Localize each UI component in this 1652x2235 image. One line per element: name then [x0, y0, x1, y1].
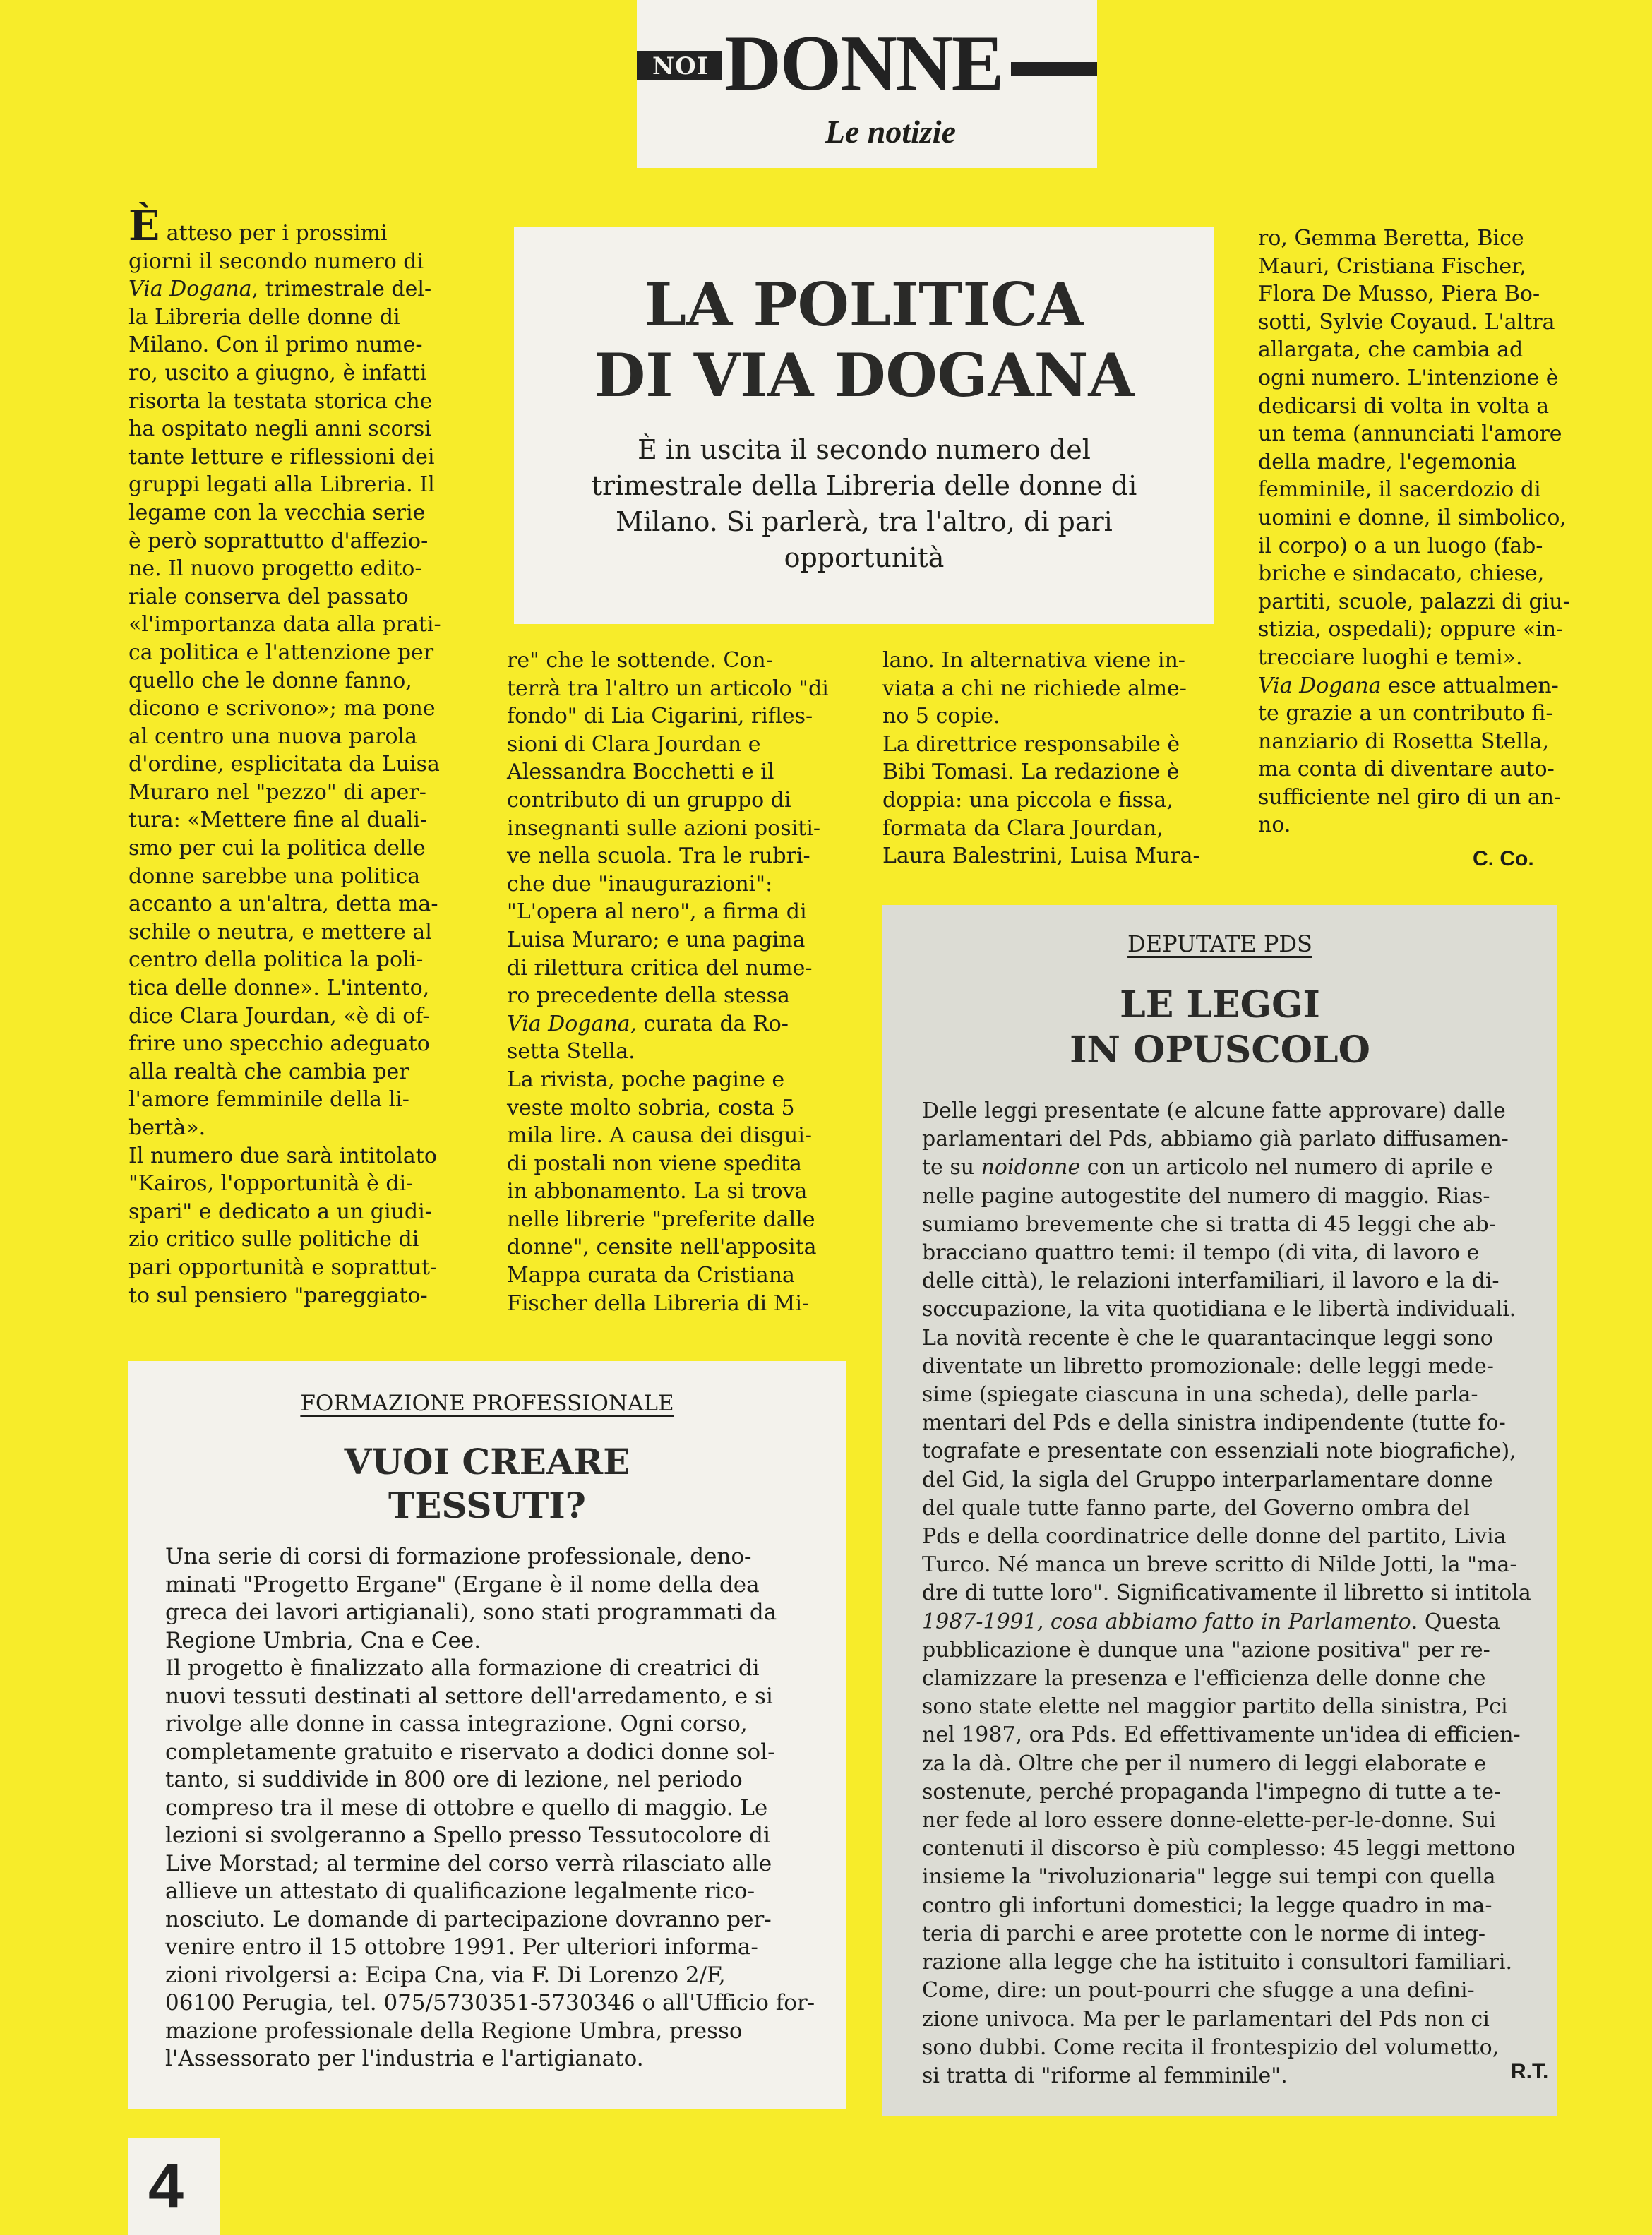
deputate-text-b: con un articolo nel numero di aprile e nelle pagine autogestite del numero di maggio. Rias- sumiamo brevemente che si tratta di 45 leggi che ab- bracciano quattro temi: il tempo (di vita, di lavoro e delle città), le relazioni interfamiliari, il lavoro e la di- soccupazione, la vita quotidiana e le libertà individuali. La novità recente è che le quarantacinque leggi sono diventate un libretto promozionale: delle leggi mede- sime (spiegate ciascuna in una scheda), delle parla- mentari del Pds e della sinistra indipendente (tutte fo- tografate e presentate con essenziali note biografiche), del Gid, la sigla del Gruppo interparlamentare donne del quale tutte fanno parte, del Governo ombra del Pds e della coordinatrice delle donne del partito, Livia Turco. Né manca un breve scritto di Nilde Jotti, la "ma- dre di tutte loro". Significativamente il libretto si intitola [922, 1155, 1531, 1606]
column-4-text-b: esce attualmen- te grazie a un contributo fi- nanziario di Rosetta Stella, ma conta di diventare auto- sufficiente nel giro di un an- no. [1258, 673, 1562, 838]
formazione-title: VUOI CREARE TESSUTI? [344, 1441, 630, 1526]
column-1-first-line: atteso per i prossimi [166, 221, 388, 246]
column-2-text-a: re" che le sottende. Con- terrà tra l'altro un articolo "di fondo" di Lia Cigarini, rifles- sioni di Clara Jourdan e Alessandra Bocchetti e il contributo di un gruppo di insegnanti sulle azioni positi- ve nella scuola. Tra le rubri- che due "inaugurazioni": "L'opera al nero", a firma di Luisa Muraro; e una pagina di rilettura critica del nume- ro precedente della stessa [507, 648, 829, 1009]
deputate-body [922, 1097, 1531, 2090]
drop-cap: È [128, 202, 160, 250]
deputate-text-c: . Questa pubblicazione è dunque una "azione positiva" per re- clamizzare la presenza e l'efficienza delle donne che sono state elette nel maggior partito della sinistra, Pci nel 1987, ora Pds. Ed effettivamente un'idea di efficien- za la dà. Oltre che per il numero di leggi elaborate e sostenute, perché propaganda l'impegno di tutte a te- ner fede al loro essere donne-elette-per-le-donne. Sui contenuti il discorso è più complesso: 45 leggi mettono insieme la "rivoluzionaria" legge sui tempi con quella contro gli infortuni domestici; la legge quadro in ma- teria di parchi e aree protette con le norme di integ- razione alla legge che ha istituito i consultori familiari. Come, dire: un pout-pourri che sfugge a una defini- zione univoca. Ma per le parlamentari del Pds non ci sono dubbi. Come recita il frontespizio del volumetto, si tratta di "riforme al femminile". [922, 1609, 1521, 2088]
deputate-italic-1: noidonne [981, 1155, 1081, 1180]
politica-headline-box [514, 227, 1214, 624]
deputate-italic-2: 1987-1991, cosa abbiamo fatto in Parlamento [922, 1609, 1411, 1634]
masthead-noi: NOI [652, 52, 709, 80]
column-2-text-b: , curata da Ro- setta Stella. La rivista, poche pagine e veste molto sobria, costa 5 mila lire. A causa dei disgui- di postali non viene spedita in abbonamento. La si trova nelle librerie "preferite dalle donne", censite nell'apposita Mappa curata da Cristiana Fischer della Libreria di Mi- [507, 1011, 817, 1316]
column-4-italic: Via Dogana [1258, 673, 1382, 698]
masthead-bar-right [1011, 62, 1097, 76]
formazione-body: Una serie di corsi di formazione professionale, deno- minati "Progetto Ergane" (Ergane è il nome della dea greca dei lavori artigianali), sono stati programmati da Regione Umbria, Cna e Cee. Il progetto è finalizzato alla formazione di creatrici di nuovi tessuti destinati al settore dell'arredamento, e si rivolge alle donne in cassa integrazione. Ogni corso, completamente gratuito e riservato a dodici donne sol- tanto, si suddivide in 800 ore di lezione, nel periodo compreso tra il mese di ottobre e quello di maggio. Le lezioni si svolgeranno a Spello presso Tessutocolore di Live Morstad; al termine del corso verrà rilasciato alle allieve un attestato di qualificazione legalmente rico- nosciuto. Le domande di partecipazione dovranno per- venire entro il 15 ottobre 1991. Per ulteriori informa- zioni rivolgersi a: Ecipa Cna, via F. Di Lorenzo 2/F, 06100 Perugia, tel. 075/5730351-5730346 o all'Ufficio for- mazione professionale della Regione Umbra, presso l'Assessorato per l'industria e l'artigianato. [165, 1544, 815, 2071]
deputate-tag: DEPUTATE PDS [1127, 930, 1312, 957]
article-column-1 [128, 202, 441, 1310]
deputate-text-a: Delle leggi presentate (e alcune fatte approvare) dalle parlamentari del Pds, abbiamo già parlato diffusamen- te su [922, 1098, 1509, 1180]
deputate-title: LE LEGGI IN OPUSCOLO [1070, 983, 1370, 1072]
formazione-box [128, 1361, 846, 2109]
column-2-italic: Via Dogana [507, 1011, 630, 1036]
column-1-italic: Via Dogana [128, 277, 252, 302]
deputate-signature: R.T. [1511, 2060, 1549, 2083]
page-number: 4 [128, 2138, 220, 2235]
column-1-second-line: giorni il secondo numero di [128, 248, 424, 274]
formazione-tag: FORMAZIONE PROFESSIONALE [300, 1391, 674, 1416]
article-column-2 [507, 647, 829, 1317]
article-column-3 [882, 647, 1200, 870]
column-3-text: lano. In alternativa viene in- viata a chi ne richiede alme- no 5 copie. La direttrice responsabile è Bibi Tomasi. La redazione è doppia: una piccola e fissa, formata da Clara Jourdan, Laura Balestrini, Luisa Mura- [882, 648, 1200, 869]
masthead-donne: DONNE [724, 20, 1003, 107]
politica-title: LA POLITICA DI VIA DOGANA [594, 270, 1135, 410]
politica-signature: C. Co. [1473, 847, 1534, 870]
deputate-box [882, 905, 1557, 2116]
article-column-4 [1258, 224, 1570, 839]
section-title: Le notizie [825, 114, 956, 150]
column-4-text-a: ro, Gemma Beretta, Bice Mauri, Cristiana Fischer, Flora De Musso, Piera Bo- sotti, Sylvie Coyaud. L'altra allargata, che cambia ad ogni numero. L'intenzione è dedicarsi di volta in volta a un tema (annunciati l'amore della madre, l'egemonia femminile, il sacerdozio di uomini e donne, il simbolico, il corpo) o a un luogo (fab- briche e sindacato, chiese, partiti, scuole, palazzi di giu- stizia, ospedali); oppure «in- trecciare luoghi e temi». [1258, 226, 1570, 670]
politica-lead: È in uscita il secondo numero del trimestrale della Libreria delle donne di Milano. Si parlerà, tra l'altro, di pari opportunità [591, 434, 1137, 573]
column-1-text: , trimestrale del- la Libreria delle donne di Milano. Con il primo nume- ro, uscito a giugno, è infatti risorta la testata storica che ha ospitato negli anni scorsi tante letture e riflessioni dei gruppi legati alla Libreria. Il legame con la vecchia serie è però soprattutto d'affezio- ne. Il nuovo progetto edito- riale conserva del passato «l'importanza data alla prati- ca politica e l'attenzione per quello che le donne fanno, dicono e scrivono»; ma pone al centro una nuova parola d'ordine, esplicitata da Luisa Muraro nel "pezzo" di aper- tura: «Mettere fine al duali- smo per cui la politica delle donne sarebbe una politica accanto a un'altra, detta ma- schile o neutra, e mettere al centro della politica la poli- tica delle donne». L'intento, dice Clara Jourdan, «è di of- frire uno specchio adeguato alla realtà che cambia per l'amore femminile della li- bertà». Il numero due sarà intitolato "Kairos, l'opportunità è di- spari" e dedicato a un giudi- zio critico sulle politiche di pari opportunità e soprattut- to sul pensiero "pareggiato- [128, 277, 441, 1308]
masthead [637, 0, 1097, 168]
